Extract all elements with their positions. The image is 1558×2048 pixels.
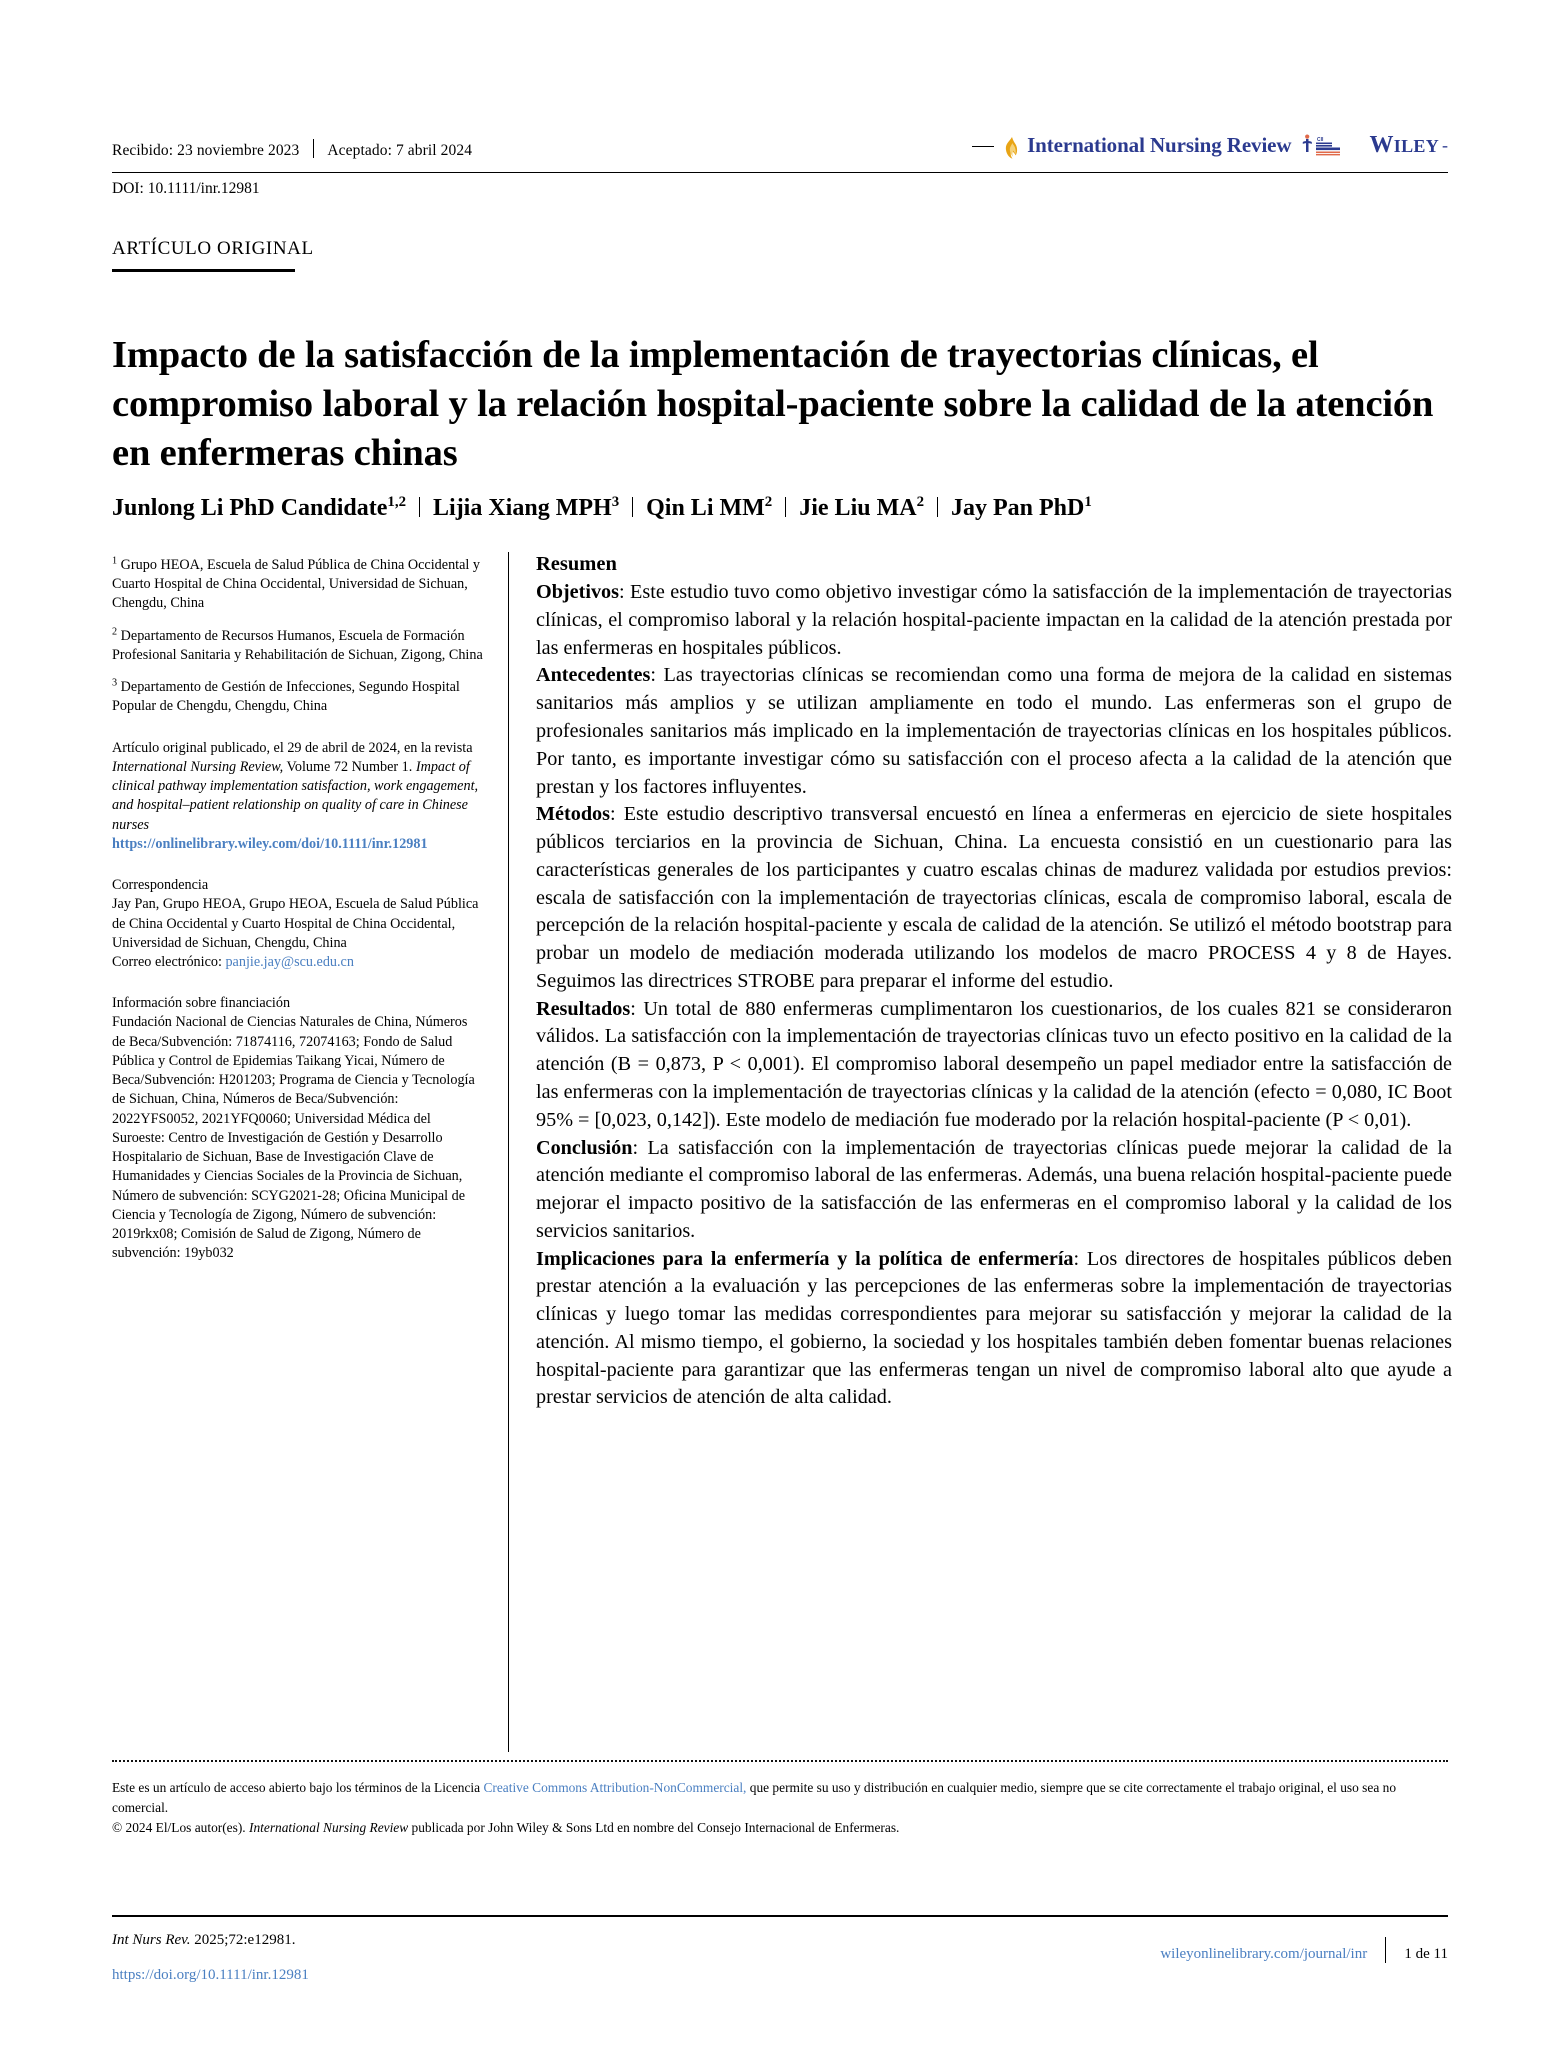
author-separator — [632, 497, 633, 517]
abstract-section-label: Resultados — [536, 997, 631, 1020]
column-divider — [508, 552, 509, 1752]
footer-divider — [1385, 1937, 1386, 1963]
author-affiliation-marker: 2 — [764, 494, 773, 510]
abstract-paragraph — [536, 579, 1452, 662]
author-name: Jay Pan PhD$^1$ — [951, 494, 1092, 521]
journal-url-link[interactable]: wileyonlinelibrary.com/journal/inr — [1160, 1946, 1368, 1962]
license-notice — [112, 1778, 1448, 1838]
correspondence-block — [112, 876, 484, 972]
original-note-english-title: Impact of clinical pathway implementation satisfaction, work engagement, and hospital–patient relationship on quality of care in Chinese nurses — [112, 758, 479, 833]
abstract-paragraph — [536, 662, 1452, 801]
sidebar-metadata — [112, 556, 484, 1277]
citation-journal-abbrev: Int Nurs Rev. — [112, 1932, 191, 1948]
publisher-dash: - — [1442, 135, 1448, 155]
affiliation-text: Departamento de Recursos Humanos, Escuela de Formación Profesional Sanitaria y Rehabilitación de Sichuan, Zigong, China — [112, 627, 483, 663]
accepted-date: Aceptado: 7 abril 2024 — [327, 142, 473, 159]
affiliation-2 — [112, 627, 484, 665]
original-article-link[interactable]: https://onlinelibrary.wiley.com/doi/10.1111/inr.12981 — [112, 835, 428, 852]
affiliation-marker: 1 — [112, 555, 118, 567]
page-footer — [112, 1932, 1448, 1984]
affiliation-marker: 2 — [112, 625, 118, 637]
correspondence-body: Jay Pan, Grupo HEOA, Grupo HEOA, Escuela de Salud Pública de China Occidental y Cuarto Hospital de China Occidental, Universidad de Sichuan, Chengdu, China — [112, 896, 479, 951]
abstract-section — [536, 550, 1452, 1412]
author-affiliation-marker: 3 — [611, 494, 620, 510]
page-title: Impacto de la satisfacción de la implementación de trayectorias clínicas, el compromiso laboral y la relación hospital-paciente sobre la calidad de la atención en enfermeras chinas — [112, 333, 1434, 474]
author-name: Junlong Li PhD Candidate$^{1,2}$ — [112, 494, 407, 521]
brand-rule — [972, 146, 994, 148]
affiliation-3 — [112, 678, 484, 716]
abstract-section-label: Métodos — [536, 803, 611, 826]
funding-block — [112, 994, 484, 1263]
copyright-journal: International Nursing Review — [249, 1820, 409, 1836]
abstract-section-text: : Este estudio tuvo como objetivo investigar cómo la satisfacción de la implementación de trayectorias clínicas, el compromiso laboral y la relación hospital-paciente impactan en la calidad de la atención prestada por las enfermeras en hospitales públicos. — [536, 581, 1452, 659]
article-type-rule — [112, 269, 295, 272]
author-name: Lijia Xiang MPH$^3$ — [433, 494, 620, 521]
footer-right — [1160, 1932, 1448, 1963]
author-name: Jie Liu $MA^2$ — [799, 494, 924, 521]
journal-title: International Nursing Review — [1027, 133, 1292, 157]
license-text-a: Este es un artículo de acceso abierto bajo los términos de la Licencia — [112, 1780, 484, 1795]
citation-detail: 2025;72:e12981. — [190, 1932, 296, 1948]
flame-icon — [1003, 136, 1020, 160]
affiliation-marker: 3 — [112, 677, 118, 689]
author-separator — [937, 497, 938, 517]
journal-branding — [972, 132, 1448, 159]
citation-line — [112, 1932, 309, 1949]
copyright-text-b: publicada por John Wiley & Sons Ltd en nombre del Consejo Internacional de Enfermeras. — [408, 1820, 900, 1836]
header-rule-left — [112, 172, 902, 173]
abstract-body — [536, 579, 1452, 1412]
license-line — [112, 1778, 1448, 1818]
funding-body: Fundación Nacional de Ciencias Naturales de China, Números de Beca/Subvención: 71874116, 72074163; Fondo de Salud Pública y Control de Epidemias Taikang Yicai, Número de Beca/Subvención: H201203; Programa de Ciencia y Tecnología de Sichuan, China, Números de Beca/Subvención: 2022YFS0052, 2021YFQ0060; Universidad Médica del Suroeste: Centro de Investigación de Gestión y Desarrollo Hospitalario de Sichuan, Base de Investigación Clave de Humanidades y Ciencias Sociales de la Provincia de Sichuan, Número de subvención: SCYG2021-28; Oficina Municipal de Ciencia y Tecnología de Zigong, Número de subvención: 2019rkx08; Comisión de Salud de Zigong, Número de subvención: 19yb032 — [112, 1014, 475, 1262]
footer-left — [112, 1932, 309, 1984]
abstract-section-label: Implicaciones para la enfermería y la política de enfermería — [536, 1247, 1074, 1270]
article-type-label: ARTÍCULO ORIGINAL — [112, 238, 314, 259]
original-note-lead: Artículo original publicado, el 29 de abril de 2024, en la revista — [112, 739, 473, 756]
abstract-heading: Resumen — [536, 553, 617, 575]
abstract-section-label: Objetivos — [536, 581, 619, 604]
author-affiliation-marker: 1 — [1084, 494, 1092, 510]
original-note-volume: Volume 72 Number 1. — [283, 758, 413, 775]
original-note-journal: International Nursing Review, — [112, 758, 284, 775]
abstract-section-text: : Las trayectorias clínicas se recomiendan como una forma de mejora de la calidad en sistemas sanitarios más amplios y se utilizan ampliamente en todo el mundo. Las enfermeras son el grupo de profesionales sanitarios más implicado en la implementación de trayectorias clínicas en los hospitales públicos. Por tanto, es importante investigar cómo su satisfacción con el proceso afecta a la calidad de la atención que prestan y los factores influyentes. — [536, 664, 1452, 798]
affiliation-text: Grupo HEOA, Escuela de Salud Pública de China Occidental y Cuarto Hospital de China Occidental, Universidad de Sichuan, Chengdu, China — [112, 557, 480, 612]
creative-commons-link[interactable]: Creative Commons Attribution-NonCommercial, — [483, 1780, 747, 1795]
correspondence-email-link[interactable]: panjie.jay@scu.edu.cn — [225, 953, 354, 970]
correspondence-email-label: Correo electrónico: — [112, 953, 226, 970]
abstract-paragraph — [536, 996, 1452, 1135]
author-separator — [785, 497, 786, 517]
footer-doi-link[interactable]: https://doi.org/10.1111/inr.12981 — [112, 1967, 309, 1983]
header-rule-right — [902, 172, 1448, 173]
page-header — [112, 132, 1448, 192]
author-affiliation-marker: 1,2 — [387, 494, 407, 510]
funding-heading: Información sobre financiación — [112, 995, 291, 1012]
correspondence-heading: Correspondencia — [112, 877, 209, 894]
abstract-section-label: Antecedentes — [536, 664, 651, 687]
affiliation-text: Departamento de Gestión de Infecciones, Segundo Hospital Popular de Chengdu, Chengdu, China — [112, 679, 460, 715]
svg-text:CII: CII — [1317, 136, 1324, 143]
affiliation-1 — [112, 556, 484, 614]
copyright-text-a: © 2024 El/Los autor(es). — [112, 1820, 249, 1836]
author-name: Qin Li $MM^2$ — [646, 494, 773, 521]
publisher-wordmark: WILEY — [1369, 132, 1439, 158]
received-date: Recibido: 23 noviembre 2023 — [112, 142, 300, 159]
doi-line: DOI: 10.1111/inr.12981 — [112, 180, 260, 197]
date-divider — [313, 139, 314, 158]
author-affiliation-marker: 2 — [916, 494, 924, 510]
abstract-section-text: : La satisfacción con la implementación de trayectorias clínicas puede mejorar la calidad de la atención mediante el compromiso laboral de las enfermeras. Además, una buena relación hospital-paciente puede mejorar el impacto positivo de la satisfacción de las enfermeras en el compromiso laboral y la calidad de los servicios sanitarios. — [536, 1136, 1452, 1242]
abstract-paragraph — [536, 801, 1452, 995]
license-divider — [112, 1760, 1448, 1762]
abstract-section-label: Conclusión — [536, 1136, 633, 1159]
footer-rule — [112, 1915, 1448, 1917]
abstract-section-text: : Este estudio descriptivo transversal encuestó en línea a enfermeras en ejercicio de siete hospitales públicos terciarios en la provincia de Sichuan, China. La encuesta consistió en un cuestionario para las características generales de los participantes y cuatro escalas chinas de madurez validada por estudios previos: escala de satisfacción con la implementación de trayectorias clínicas, escala de compromiso laboral, escala de percepción de la relación hospital-paciente y escala de calidad de la atención. Se utilizó el método bootstrap para probar un modelo de mediación moderada utilizando los modelos de macro PROCESS 4 y 8 de Hayes. Seguimos las directrices STROBE para preparar el informe del estudio. — [536, 803, 1452, 992]
abstract-section-text: : Un total de 880 enfermeras cumplimentaron los cuestionarios, de los cuales 821 se consideraron válidos. La satisfacción con la implementación de trayectorias clínicas tuvo un efecto positivo en la calidad de la atención (B = 0,873, P < 0,001). El compromiso laboral desempeño un papel mediador entre la satisfacción de las enfermeras con la implementación de trayectorias clínicas y la calidad de la atención (efecto = 0,080, IC Boot 95% = [0,023, 0,142]). Este modelo de mediación fue moderado por la relación hospital-paciente (P < 0,01). — [536, 997, 1452, 1131]
author-list — [112, 493, 1448, 524]
copyright-line — [112, 1818, 1448, 1838]
original-publication-note — [112, 739, 484, 854]
page-number: 1 de 11 — [1404, 1946, 1448, 1962]
author-separator — [419, 497, 420, 517]
abstract-section-text: : Los directores de hospitales públicos deben prestar atención a la evaluación y las percepciones de las enfermeras sobre la implementación de trayectorias clínicas y luego tomar las medidas correspondientes para mejorar su satisfacción y mejorar la calidad de la atención. Al mismo tiempo, el gobierno, la sociedad y los hospitales también deben fomentar buenas relaciones hospital-paciente para garantizar que las enfermeras tengan un nivel de compromiso laboral alto que ayude a prestar servicios de atención de alta calidad. — [536, 1247, 1452, 1409]
license-text-b: que permite su uso y distribución en cualquier medio, siempre que se cite correctamente el trabajo original, el uso sea no comercial. — [112, 1780, 1397, 1816]
icn-logo-icon — [1302, 134, 1360, 160]
abstract-paragraph — [536, 1246, 1452, 1413]
abstract-paragraph — [536, 1135, 1452, 1246]
submission-dates — [112, 136, 472, 160]
